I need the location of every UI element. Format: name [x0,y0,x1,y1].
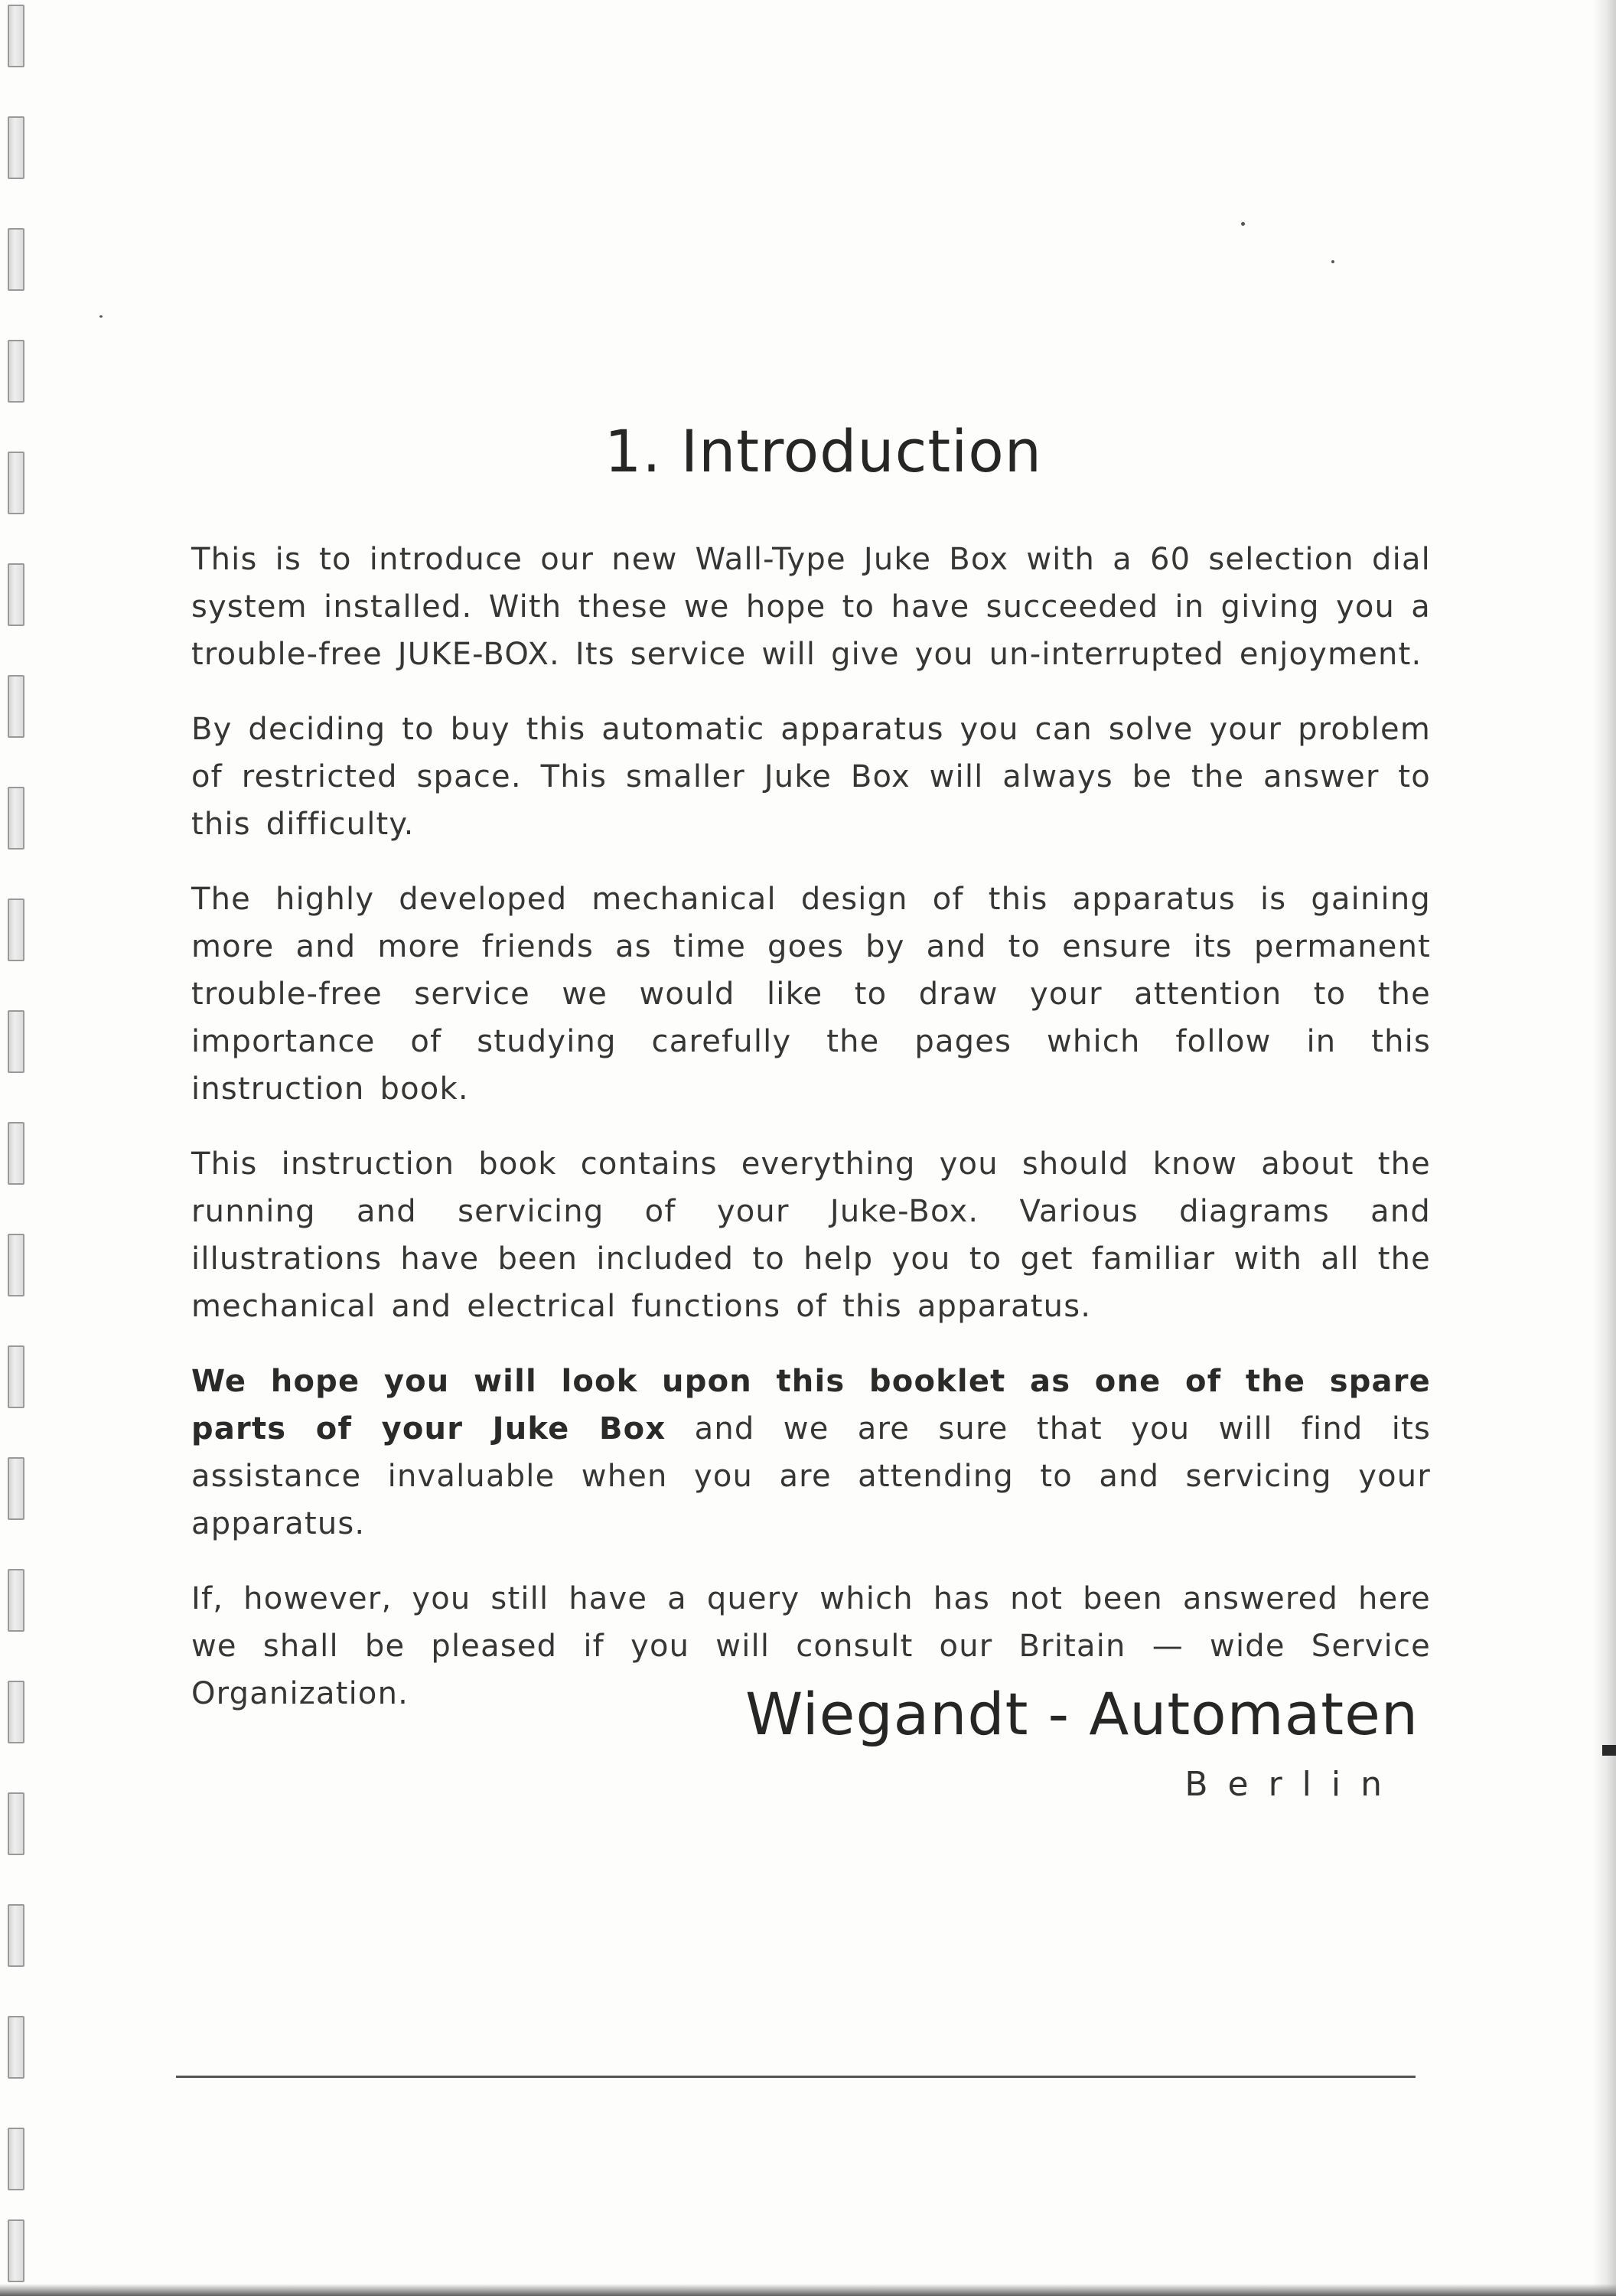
spare-parts-emphasis: We hope you will look upon this booklet as one of the spare parts of your Juke Box [191,1364,1431,1446]
paper-speck [1331,260,1334,263]
spiral-binding [0,0,31,2296]
signature-block [745,1680,1419,1804]
page-title: 1. Introduction [604,417,1042,485]
company-name: Wiegandt - Automaten [745,1680,1419,1748]
company-city: Berlin [1184,1765,1402,1804]
paragraph-service: If, however, you still have a query which has not been answered here we shall be pleased if you will consult our Britain — wide Service Organization. [191,1581,1431,1711]
paragraph-design: The highly developed mechanical design of this apparatus is gaining more and more friends as time goes by and to ensure its permanent trouble-free service we would like to draw your attention to the importance of studying carefully the pages which follow in this instruction book. [191,882,1431,1107]
paragraph-contents: This instruction book contains everything you should know about the running and servicing of your Juke-Box. Various diagrams and illustrations have been included to help you to get familiar with all the mechanical and electrical functions of this apparatus. [191,1146,1431,1324]
paper-speck [1241,222,1245,226]
paragraph-space: By deciding to buy this automatic apparatus you can solve your problem of restricted space. This smaller Juke Box will always be the answer to this difficulty. [191,712,1431,842]
page-bottom-edge [0,2284,1616,2296]
paragraph-intro: This is to introduce our new Wall-Type Juke Box with a 60 selection dial system installed. With these we hope to have succeeded in giving you a trouble-free JUKE-BOX. Its service will give you un-interrupted enjoyment. [191,542,1431,672]
paper-speck [99,315,103,318]
footer-rule [176,2076,1416,2078]
page-right-edge [1593,0,1616,2296]
spare-parts-rest: and we are sure that you will find its assistance invaluable when you are attending to and servicing your apparatus. [191,1411,1431,1541]
edge-tab-mark [1602,1745,1616,1756]
intro-body [191,536,1431,1745]
paragraph-spare-parts [191,1358,1431,1548]
